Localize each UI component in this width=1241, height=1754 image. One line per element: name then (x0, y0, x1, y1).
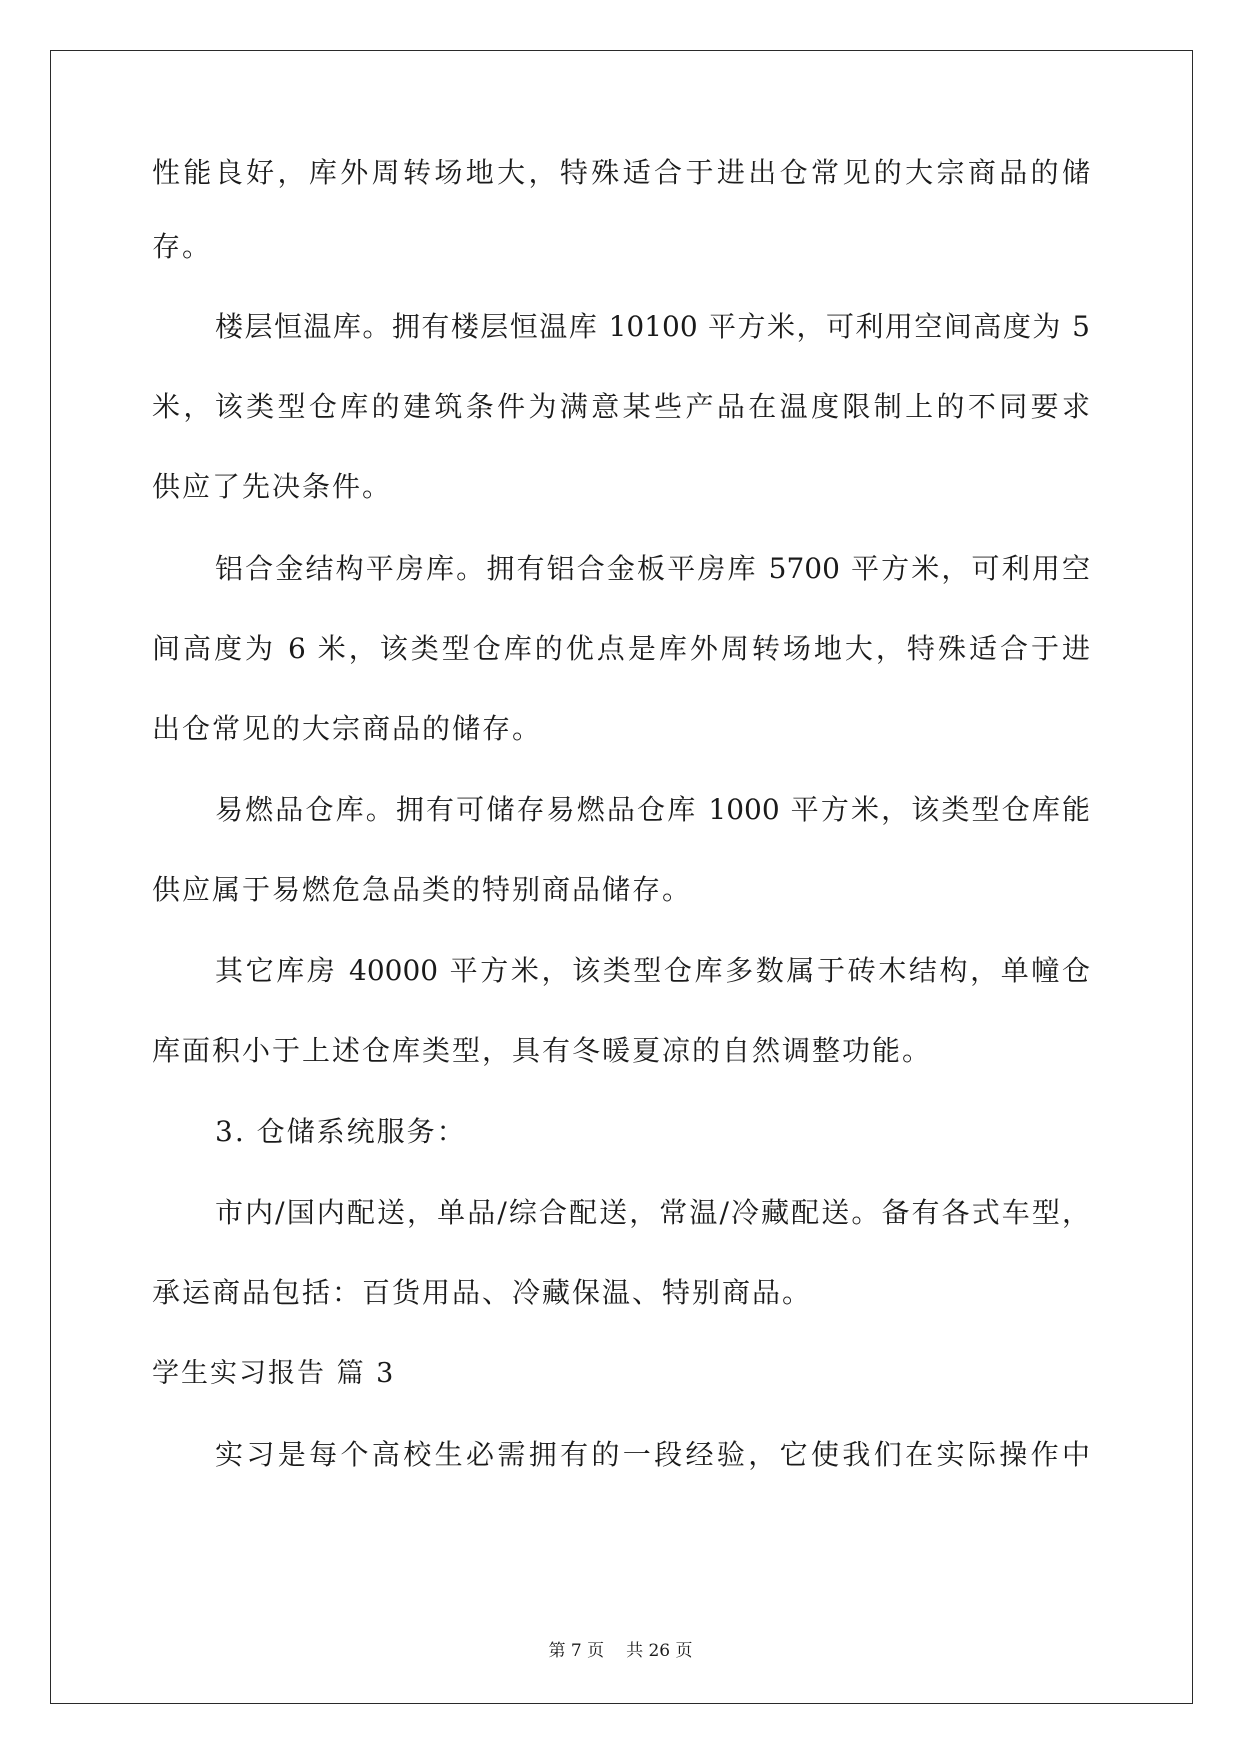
paragraph-line: 易燃品仓库。拥有可储存易燃品仓库 1000 平方米，该类型仓库能 (215, 793, 1090, 826)
paragraph-line: 性能良好，库外周转场地大，特殊适合于进出仓常见的大宗商品的储 (152, 156, 1090, 189)
paragraph-line: 存。 (152, 230, 213, 263)
paragraph-line: 供应了先决条件。 (152, 470, 393, 503)
paragraph-line: 米，该类型仓库的建筑条件为满意某些产品在温度限制上的不同要求 (152, 390, 1090, 423)
page-footer (0, 1640, 1241, 1662)
paragraph-line: 实习是每个高校生必需拥有的一段经验，它使我们在实际操作中 (215, 1438, 1090, 1471)
paragraph-line: 供应属于易燃危急品类的特别商品储存。 (152, 873, 693, 906)
page-total: 共 26 页 (626, 1641, 693, 1661)
page-number: 第 7 页 (548, 1641, 605, 1661)
paragraph-line: 市内/国内配送，单品/综合配送，常温/冷藏配送。备有各式车型， (215, 1196, 1090, 1229)
paragraph-line: 其它库房 40000 平方米，该类型仓库多数属于砖木结构，单幢仓 (215, 954, 1090, 987)
section-heading: 学生实习报告 篇 3 (152, 1358, 396, 1389)
paragraph-line: 库面积小于上述仓库类型，具有冬暖夏凉的自然调整功能。 (152, 1034, 933, 1067)
paragraph-line: 承运商品包括：百货用品、冷藏保温、特别商品。 (152, 1276, 813, 1309)
paragraph-line: 铝合金结构平房库。拥有铝合金板平房库 5700 平方米，可利用空 (215, 552, 1090, 585)
list-heading: 3. 仓储系统服务： (215, 1115, 467, 1148)
paragraph-line: 间高度为 6 米，该类型仓库的优点是库外周转场地大，特殊适合于进 (152, 632, 1090, 665)
paragraph-line: 楼层恒温库。拥有楼层恒温库 10100 平方米，可利用空间高度为 5 (215, 310, 1090, 343)
paragraph-line: 出仓常见的大宗商品的储存。 (152, 712, 543, 745)
